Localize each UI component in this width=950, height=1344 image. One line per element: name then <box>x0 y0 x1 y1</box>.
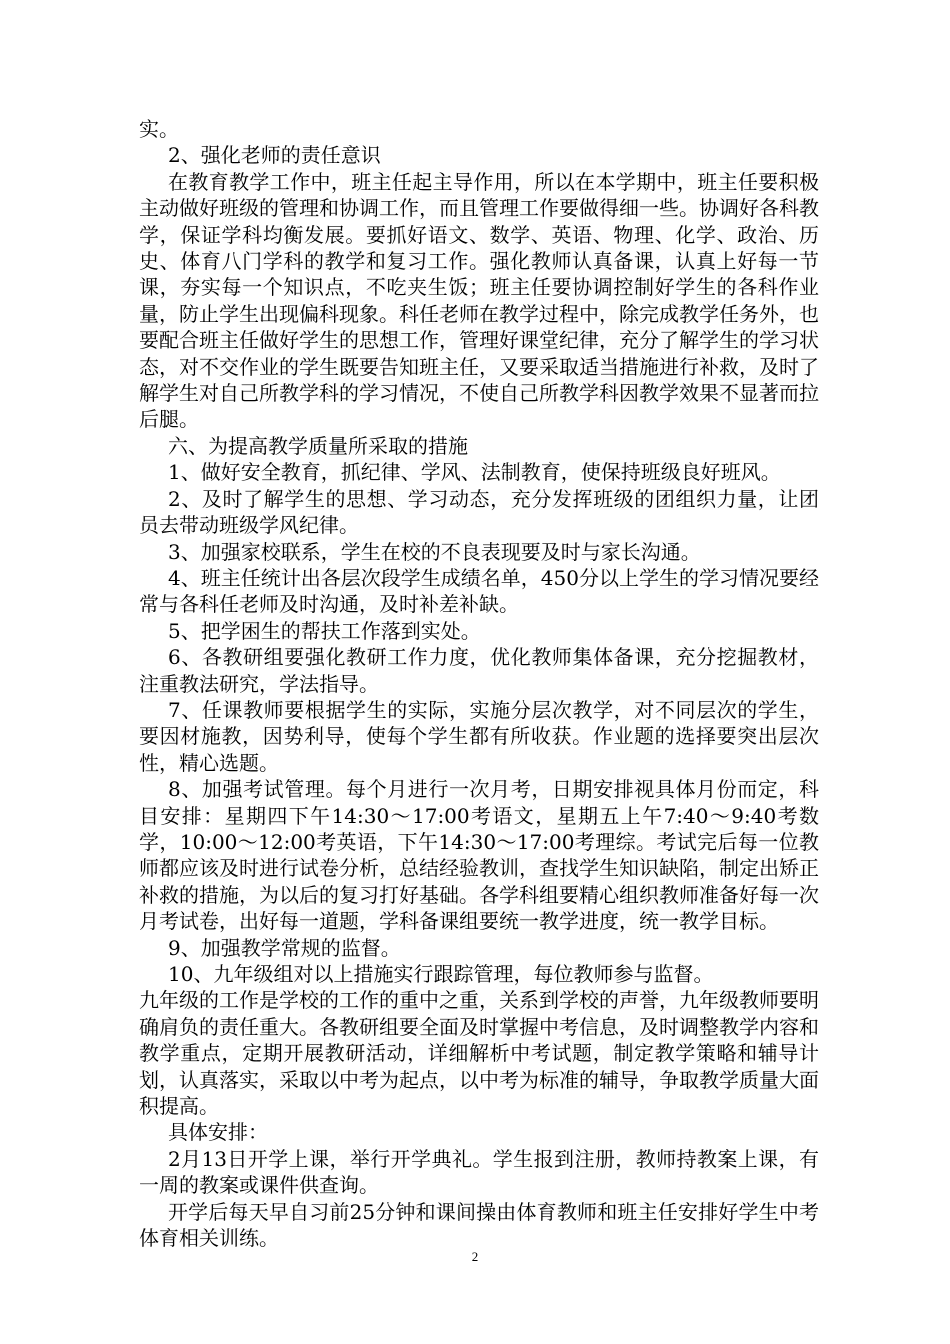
paragraph: 实。 <box>139 117 179 141</box>
paragraph: 2月13日开学上课，举行开学典礼。学生报到注册，教师持教案上课，有一周的教案或课件供查询。 <box>139 1146 819 1198</box>
paragraph: 8、加强考试管理。每个月进行一次月考，日期安排视具体月份而定，科目安排：星期四下午14:30～17:00考语文，星期五上午7:40～9:40考数学，10:00～12:00考英语，下午14:30～17:00考理综。考试完后每一位教师都应该及时进行试卷分析，总结经验教训，查找学生知识缺陷，制定出矫正补救的措施，为以后的复习打好基础。各学科组要精心组织教师准备好每一次月考试卷，出好每一道题，学科备课组要统一教学进度，统一教学目标。 <box>139 777 819 934</box>
paragraph: 9、加强教学常规的监督。 <box>168 935 401 960</box>
paragraph: 6、各教研组要强化教研工作力度，优化教师集体备课，充分挖掘教材，注重教法研究，学法指导。 <box>139 645 819 696</box>
paragraph: 7、任课教师要根据学生的实际，实施分层次教学，对不同层次的学生，要因材施教，因势利导，使每个学生都有所收获。作业题的选择要突出层次性，精心选题。 <box>139 697 819 775</box>
paragraph: 开学后每天早自习前25分钟和课间操由体育教师和班主任安排好学生中考体育相关训练。 <box>139 1199 819 1251</box>
paragraph: 1、做好安全教育，抓纪律、学风、法制教育，使保持班级良好班风。 <box>168 460 781 485</box>
paragraph: 在教育教学工作中，班主任起主导作用，所以在本学期中，班主任要积极主动做好班级的管理和协调工作，而且管理工作要做得细一些。协调好各科教学，保证学科均衡发展。要抓好语文、数学、英语、物理、化学、政治、历史、体育八门学科的教学和复习工作。强化教师认真备课，认真上好每一节课，夯实每一个知识点，不吃夹生饭；班主任要协调控制好学生的各科作业量，防止学生出现偏科现象。科任老师在教学过程中，除完成教学任务外，也要配合班主任做好学生的思想工作，管理好课堂纪律，充分了解学生的学习状态，对不交作业的学生既要告知班主任，又要采取适当措施进行补救，及时了解学生对自己所教学科的学习情况，不使自己所教学科因教学效果不显著而拉后腿。 <box>139 169 819 432</box>
paragraph: 具体安排： <box>168 1120 268 1145</box>
paragraph: 2、及时了解学生的思想、学习动态，充分发挥班级的团组织力量，让团员去带动班级学风纪律。 <box>139 486 819 538</box>
paragraph: 六、为提高教学质量所采取的措施 <box>168 433 468 458</box>
paragraph: 2、强化老师的责任意识 <box>168 143 381 168</box>
document-body <box>139 116 819 1251</box>
page-number: 2 <box>471 1249 479 1264</box>
paragraph: 九年级的工作是学校的工作的重中之重，关系到学校的声誉，九年级教师要明确肩负的责任重大。各教研组要全面及时掌握中考信息，及时调整教学内容和教学重点，定期开展教研活动，详细解析中考试题，制定教学策略和辅导计划，认真落实，采取以中考为起点，以中考为标准的辅导，争取教学质量大面积提高。 <box>139 988 819 1119</box>
paragraph: 10、九年级组对以上措施实行跟踪管理，每位教师参与监督。 <box>168 962 714 986</box>
paragraph: 3、加强家校联系，学生在校的不良表现要及时与家长沟通。 <box>168 539 701 564</box>
paragraph: 5、把学困生的帮扶工作落到实处。 <box>168 618 481 643</box>
paragraph: 4、班主任统计出各层次段学生成绩名单，450分以上学生的学习情况要经常与各科任老师及时沟通，及时补差补缺。 <box>139 565 819 617</box>
